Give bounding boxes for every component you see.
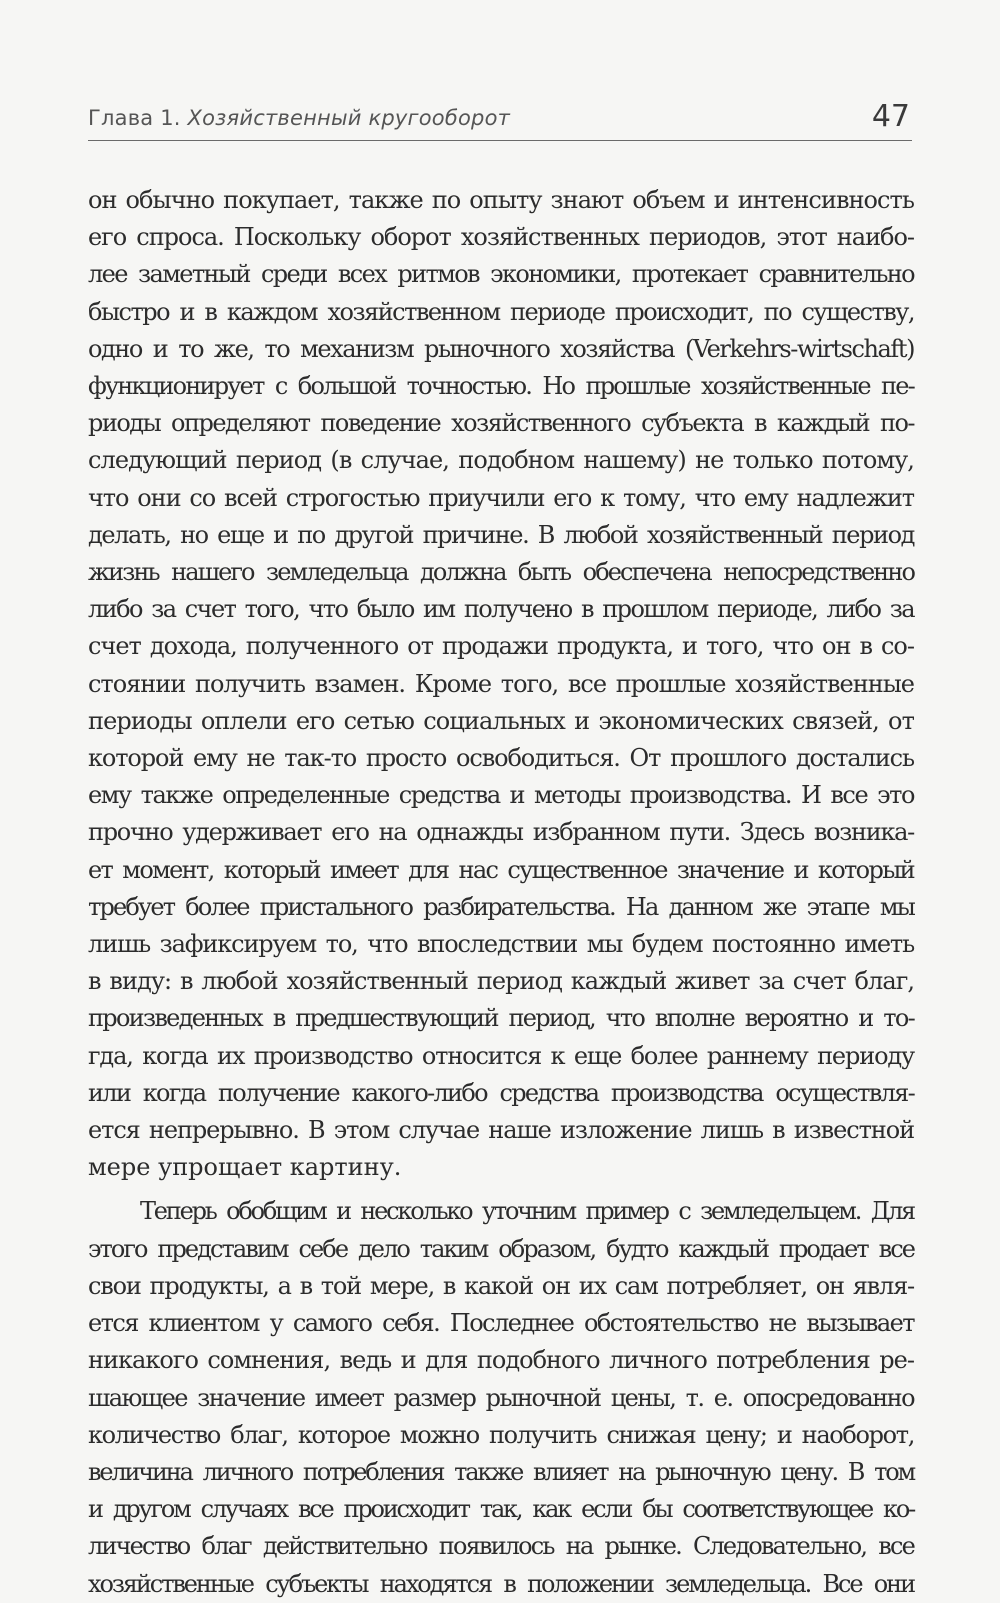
paragraph: [88, 1193, 914, 1602]
text-line: ему также определенные средства и методы производства. И все это: [88, 781, 914, 810]
paragraph-gap: [88, 1186, 914, 1193]
text-line: лее заметный среди всех ритмов экономики, протекает сравнительно: [88, 260, 914, 289]
text-line: никакого сомнения, ведь и для подобного личного потребления ре-: [88, 1346, 914, 1375]
page-number: 47: [871, 99, 910, 134]
text-line: ется клиентом у самого себя. Последнее обстоятельство не вызывает: [88, 1309, 914, 1338]
text-line: или когда получение какого-либо средства производства осуществля-: [88, 1078, 914, 1107]
text-line: что они со всей строгостью приучили его к тому, что ему надлежит: [88, 483, 914, 512]
text-line: ет момент, который имеет для нас существенное значение и который: [88, 855, 914, 884]
text-line: произведенных в предшествующий период, что вполне вероятно и то-: [88, 1004, 914, 1033]
text-line: ется непрерывно. В этом случае наше изложение лишь в известной: [88, 1116, 914, 1145]
chapter-label: Глава 1.: [88, 106, 181, 130]
text-line: быстро и в каждом хозяйственном периоде происходит, по существу,: [88, 297, 914, 326]
text-line: этого представим себе дело таким образом, будто каждый продает все: [88, 1234, 914, 1263]
text-line: риоды определяют поведение хозяйственного субъекта в каждый по-: [88, 409, 914, 438]
text-line: он обычно покупает, также по опыту знают объем и интенсивность: [88, 186, 914, 214]
chapter-heading: [88, 106, 510, 130]
text-line: счет дохода, полученного от продажи продукта, и того, что он в со-: [88, 632, 914, 661]
text-line: одно и то же, то механизм рыночного хозяйства (Verkehrs-wirtschaft): [88, 334, 914, 363]
text-line: гда, когда их производство относится к еще более раннему периоду: [88, 1041, 914, 1070]
text-line: стоянии получить взамен. Кроме того, все прошлые хозяйственные: [88, 669, 914, 698]
text-line: его спроса. Поскольку оборот хозяйственных периодов, этот наибо-: [88, 223, 914, 252]
text-line: мере упрощает картину.: [88, 1153, 402, 1182]
text-line: свои продукты, а в той мере, в какой он их сам потребляет, он явля-: [88, 1271, 914, 1300]
text-line: прочно удерживает его на однажды избранном пути. Здесь возника-: [88, 818, 914, 847]
header-rule: [88, 140, 912, 141]
text-line: Теперь обобщим и несколько уточним пример с земледельцем. Для: [140, 1197, 914, 1226]
text-line: шающее значение имеет размер рыночной цены, т. е. опосредованно: [88, 1383, 914, 1412]
text-line: которой ему не так-то просто освободиться. От прошлого достались: [88, 744, 914, 773]
text-line: лишь зафиксируем то, что впоследствии мы будем постоянно иметь: [88, 930, 914, 959]
text-line: делать, но еще и по другой причине. В любой хозяйственный период: [88, 520, 914, 549]
text-line: хозяйственные субъекты находятся в положении земледельца. Все они: [88, 1569, 914, 1598]
text-line: периоды оплели его сетью социальных и экономических связей, от: [88, 706, 914, 735]
body-text: [88, 182, 914, 1603]
text-line: величина личного потребления также влияет на рыночную цену. В том: [88, 1457, 914, 1486]
text-line: требует более пристального разбирательства. На данном же этапе мы: [88, 892, 914, 921]
text-line: и другом случаях все происходит так, как если бы соответствующее ко-: [88, 1495, 914, 1524]
text-line: функционирует с большой точностью. Но прошлые хозяйственные пе-: [88, 372, 914, 401]
paragraph: [88, 182, 914, 1186]
running-header: [88, 96, 912, 140]
text-line: либо за счет того, что было им получено в прошлом периоде, либо за: [88, 595, 914, 624]
chapter-title: Хозяйственный кругооборот: [187, 106, 511, 130]
text-line: жизнь нашего земледельца должна быть обеспечена непосредственно: [88, 558, 914, 587]
text-line: следующий период (в случае, подобном нашему) не только потому,: [88, 446, 914, 475]
text-line: в виду: в любой хозяйственный период каждый живет за счет благ,: [88, 967, 914, 996]
text-line: количество благ, которое можно получить снижая цену; и наоборот,: [88, 1420, 914, 1449]
text-line: личество благ действительно появилось на рынке. Следовательно, все: [88, 1532, 914, 1561]
